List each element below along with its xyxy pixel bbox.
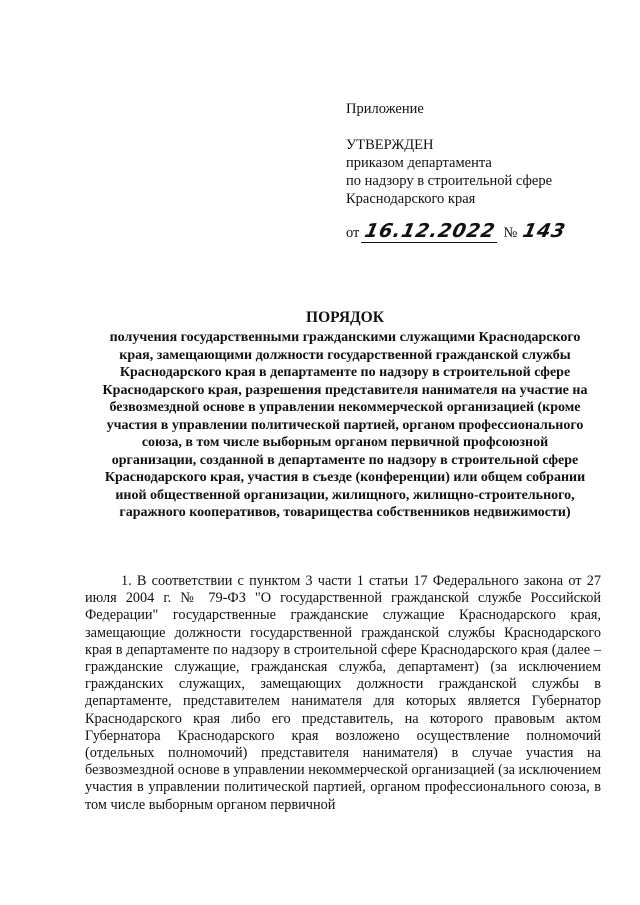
- order-from-label: от: [346, 225, 360, 241]
- order-date-field: [361, 220, 497, 243]
- appendix-label: Приложение: [346, 101, 424, 117]
- order-number-label: №: [503, 225, 518, 241]
- order-number-field: [521, 220, 568, 242]
- approval-block: [346, 100, 616, 208]
- order-number: 143: [520, 220, 569, 242]
- title-text: получения государственными гражданскими служащими Краснодарского края, замещающими должности государственной гражданской службы Краснодарского края в департаменте по надзору в строительной сфере Краснодарского края, разрешения представителя нанимателя на участие на безвозмездной основе в управлении некоммерческой организацией (кроме участия в управлении политической партией, органом профессионального союза, в том числе выборным органом первичной профсоюзной организации, созданной в департаменте по надзору в строительной сфере Краснодарского края, участия в съезде (конференции) или общем собрании иной общественной организации, жилищного, жилищно-строительного, гаражного кооперативов, товарищества собственников недвижимости): [102, 330, 588, 520]
- title-heading: ПОРЯДОК: [306, 309, 384, 326]
- approval-line-1: приказом департамента: [346, 155, 492, 171]
- approved-label: УТВЕРЖДЕН: [346, 137, 434, 153]
- order-reference: [346, 220, 606, 244]
- order-date: 16.12.2022: [363, 220, 498, 242]
- body-paragraph-1: 1. В соответствии с пунктом 3 части 1 статьи 17 Федерального закона от 27 июля 2004 г. № 79-ФЗ "О государственной гражданской службе Российской Федерации" государственные гражданские служащие Краснодарского края, замещающие должности государственной гражданской службы Краснодарского края в департаменте по надзору в строительной сфере Краснодарского края (далее – гражданские служащие, гражданская служба, департамент) (за исключением гражданских служащих, замещающих должности гражданской службы в департаменте, представителем нанимателя для которых является Губернатор Краснодарского края либо его представитель, на которого правовым актом Губернатора Краснодарского края возложено осуществление полномочий (отдельных полномочий) представителя нанимателя) в случае участия на безвозмездной основе в управлении некоммерческой организацией (за исключением участия в управлении политической партией, органом профессионального союза, в том числе выборным органом первичной: [85, 573, 601, 813]
- approval-line-3: Краснодарского края: [346, 191, 476, 207]
- approval-line-2: по надзору в строительной сфере: [346, 173, 553, 189]
- document-title: [100, 308, 590, 522]
